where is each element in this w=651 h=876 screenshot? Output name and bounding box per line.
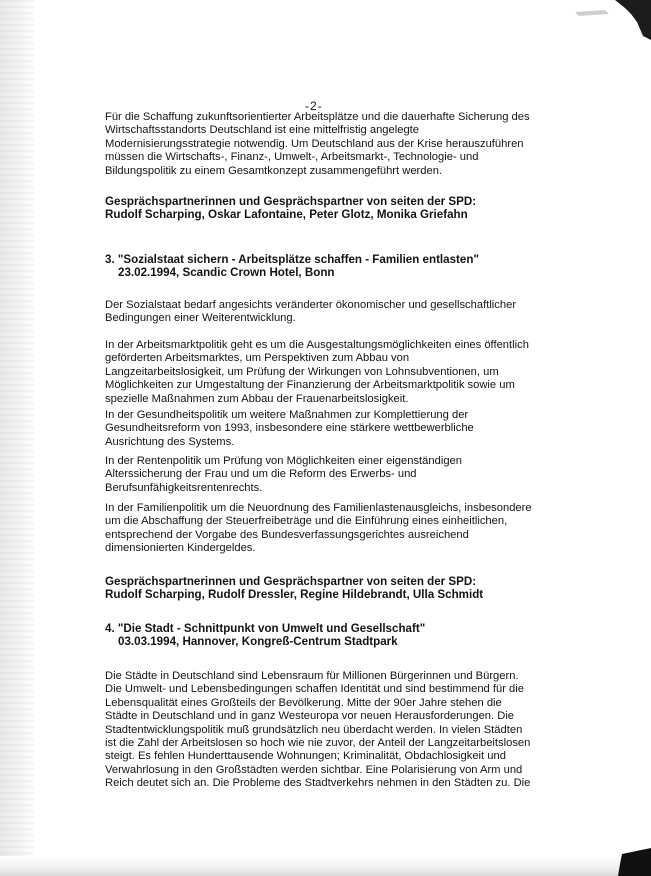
- text-line: In der Arbeitsmarktpolitik geht es um die Ausgestaltungsmöglichkeiten eines öffentlich: [105, 339, 529, 351]
- section-title: 3. "Sozialstaat sichern - Arbeitsplätze schaffen - Familien entlasten": [105, 253, 479, 266]
- section-date-place: 23.02.1994, Scandic Crown Hotel, Bonn: [118, 266, 335, 279]
- scan-shadow-left: [0, 0, 34, 876]
- section-paragraph: [105, 670, 575, 791]
- section-paragraph: [105, 502, 575, 556]
- partners-names: Rudolf Scharping, Oskar Lafontaine, Peter Glotz, Monika Griefahn: [105, 208, 468, 221]
- text-line: Die Städte in Deutschland sind Lebensraum für Millionen Bürgerinnen und Bürgern.: [105, 670, 519, 682]
- text-line: Langzeitarbeitslosigkeit, um Prüfung der Wirkungen von Lohnsubventionen, um: [105, 365, 499, 378]
- text-line: um die Abschaffung der Steuerfreibeträge und die Einführung eines einheitlichen,: [105, 515, 508, 528]
- text-line: müssen die Wirtschafts-, Finanz-, Umwelt-, Arbeitsmarkt-, Technologie- und: [105, 151, 479, 164]
- section-paragraph: [105, 339, 575, 406]
- text-line: entsprechend der Vorgabe des Bundesverfassungsgerichtes ausreichend: [105, 528, 469, 541]
- text-line: Wirtschaftsstandorts Deutschland ist eine mittelfristig angelegte: [105, 124, 420, 137]
- text-line: Für die Schaffung zukunftsorientierter Arbeitsplätze und die dauerhafte Sicherung des: [105, 111, 530, 123]
- text-line: Bedingungen einer Weiterentwicklung.: [105, 312, 296, 325]
- text-line: ist die Zahl der Arbeitslosen so hoch wie nie zuvor, der Anteil der Langzeitarbeitslosen: [105, 737, 531, 750]
- text-line: spezielle Maßnahmen zum Abbau der Frauenarbeitslosigkeit.: [105, 392, 409, 405]
- text-line: Städte in Deutschland und in ganz Westeuropa vor neuen Herausforderungen. Die: [105, 710, 515, 723]
- section-title: 4. "Die Stadt - Schnittpunkt von Umwelt und Gesellschaft": [105, 622, 426, 635]
- text-line: Lebensqualität eines Großteils der Bevölkerung. Mitte der 90er Jahre stehen die: [105, 696, 502, 709]
- scan-shadow-bottom: [0, 856, 651, 876]
- section-paragraph: [105, 299, 575, 326]
- text-line: Modernisierungsstrategie notwendig. Um Deutschland aus der Krise herauszuführen: [105, 137, 524, 150]
- text-line: Reich deutet sich an. Die Probleme des Stadtverkehrs nehmen in den Städten zu. Die: [105, 777, 531, 790]
- text-line: Bildungspolitik zu einem Gesamtkonzept zusammengeführt werden.: [105, 164, 443, 177]
- text-line: Ausrichtung des Systems.: [105, 435, 235, 448]
- text-line: steigt. Es fehlen Hunderttausende Wohnungen; Kriminalität, Obdachlosigkeit und: [105, 750, 506, 763]
- text-line: Berufsunfähigkeitsrentenrechts.: [105, 481, 263, 494]
- partners-names: Rudolf Scharping, Rudolf Dressler, Regine Hildebrandt, Ulla Schmidt: [105, 588, 484, 601]
- text-line: Stadtentwicklungspolitik muß grundsätzlich neu überdacht werden. In vielen Städten: [105, 723, 523, 736]
- text-line: dimensionierten Kindergeldes.: [105, 542, 256, 555]
- text-line: Verwahrlosung in den Großstädten werden sichtbar. Eine Polarisierung von Arm und: [105, 763, 523, 776]
- scan-artifact-top-right: [575, 0, 651, 40]
- text-line: In der Rentenpolitik um Prüfung von Möglichkeiten einer eigenständigen: [105, 455, 462, 467]
- section-date-place: 03.03.1994, Hannover, Kongreß-Centrum Stadtpark: [118, 635, 398, 648]
- text-line: Möglichkeiten zur Umgestaltung der Finanzierung der Arbeitsmarktpolitik sowie um: [105, 379, 515, 392]
- text-line: Die Umwelt- und Lebensbedingungen schaffen Identität und sind bestimmend für die: [105, 683, 524, 696]
- text-line: In der Gesundheitspolitik um weitere Maßnahmen zur Komplettierung der: [105, 409, 469, 421]
- page-number: -2-: [305, 99, 323, 113]
- section-paragraph: [105, 409, 575, 449]
- scan-artifact-bottom-right: [612, 846, 651, 876]
- intro-paragraph: [105, 111, 575, 178]
- text-line: Gesundheitsreform von 1993, insbesondere eine stärkere wettbewerbliche: [105, 422, 474, 435]
- partners-heading: Gesprächspartnerinnen und Gesprächspartner von seiten der SPD:: [105, 195, 477, 208]
- text-line: Der Sozialstaat bedarf angesichts veränderter ökonomischer und gesellschaftlicher: [105, 299, 517, 311]
- text-line: geförderten Arbeitsmarktes, um Perspektiven zum Abbau von: [105, 352, 410, 365]
- partners-heading: Gesprächspartnerinnen und Gesprächspartner von seiten der SPD:: [105, 575, 477, 588]
- text-line: Alterssicherung der Frau und um die Reform des Erwerbs- und: [105, 468, 417, 481]
- section-paragraph: [105, 455, 575, 495]
- text-line: In der Familienpolitik um die Neuordnung des Familienlastenausgleichs, insbesondere: [105, 502, 532, 514]
